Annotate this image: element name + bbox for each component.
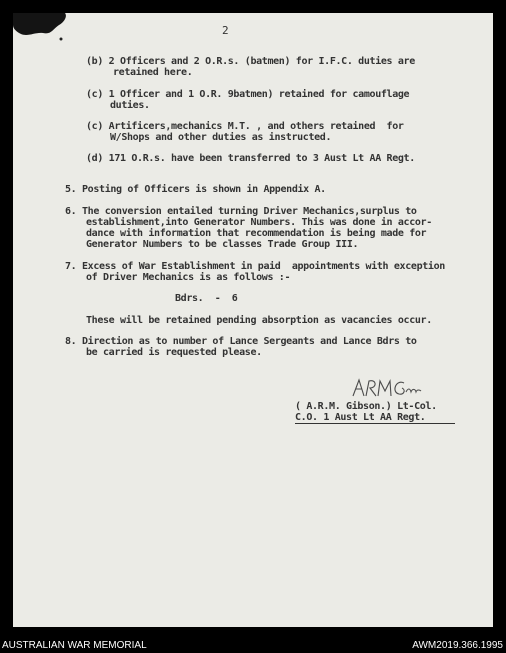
signature-underline xyxy=(295,423,455,424)
paragraph-d-line-1: (d) 171 O.R.s. have been transferred to 3 Aust Lt AA Regt. xyxy=(86,153,415,164)
paragraph-8-line-1: 8. Direction as to number of Lance Sergeants and Lance Bdrs to xyxy=(65,336,417,347)
paragraph-c1-line-2: duties. xyxy=(110,100,150,111)
paragraph-6-line-1: 6. The conversion entailed turning Driver Mechanics,surplus to xyxy=(65,206,417,217)
paragraph-6-line-4: Generator Numbers to be classes Trade Group III. xyxy=(86,239,359,250)
paragraph-7-retained: These will be retained pending absorption as vacancies occur. xyxy=(86,315,432,326)
paragraph-b-line-1: (b) 2 Officers and 2 O.R.s. (batmen) for I.F.C. duties are xyxy=(86,56,415,67)
handwritten-signature xyxy=(349,376,423,402)
paragraph-6-line-3: dance with information that recommendation is being made for xyxy=(86,228,427,239)
signatory-name: ( A.R.M. Gibson.) Lt-Col. xyxy=(295,401,437,412)
document-page xyxy=(13,13,493,627)
ink-stain xyxy=(13,13,73,43)
paragraph-c2-line-2: W/Shops and other duties as instructed. xyxy=(110,132,332,143)
paragraph-7-line-2: of Driver Mechanics is as follows :- xyxy=(86,272,291,283)
paragraph-c2-line-1: (c) Artificers,mechanics M.T. , and others retained for xyxy=(86,121,404,132)
signatory-unit: C.O. 1 Aust Lt AA Regt. xyxy=(295,412,426,423)
paragraph-8-line-2: be carried is requested please. xyxy=(86,347,262,358)
page-number: 2 xyxy=(222,24,229,37)
paragraph-6-line-2: establishment,into Generator Numbers. This was done in accor- xyxy=(86,217,432,228)
paragraph-b-line-2: retained here. xyxy=(113,67,193,78)
footer-reference: AWM2019.366.1995 xyxy=(412,640,503,651)
paragraph-7-line-1: 7. Excess of War Establishment in paid appointments with exception xyxy=(65,261,445,272)
paragraph-7-bdrs: Bdrs. - 6 xyxy=(175,293,238,304)
paragraph-5-line-1: 5. Posting of Officers is shown in Appendix A. xyxy=(65,184,326,195)
paragraph-c1-line-1: (c) 1 Officer and 1 O.R. 9batmen) retained for camouflage xyxy=(86,89,410,100)
footer-institution: AUSTRALIAN WAR MEMORIAL xyxy=(2,640,147,651)
